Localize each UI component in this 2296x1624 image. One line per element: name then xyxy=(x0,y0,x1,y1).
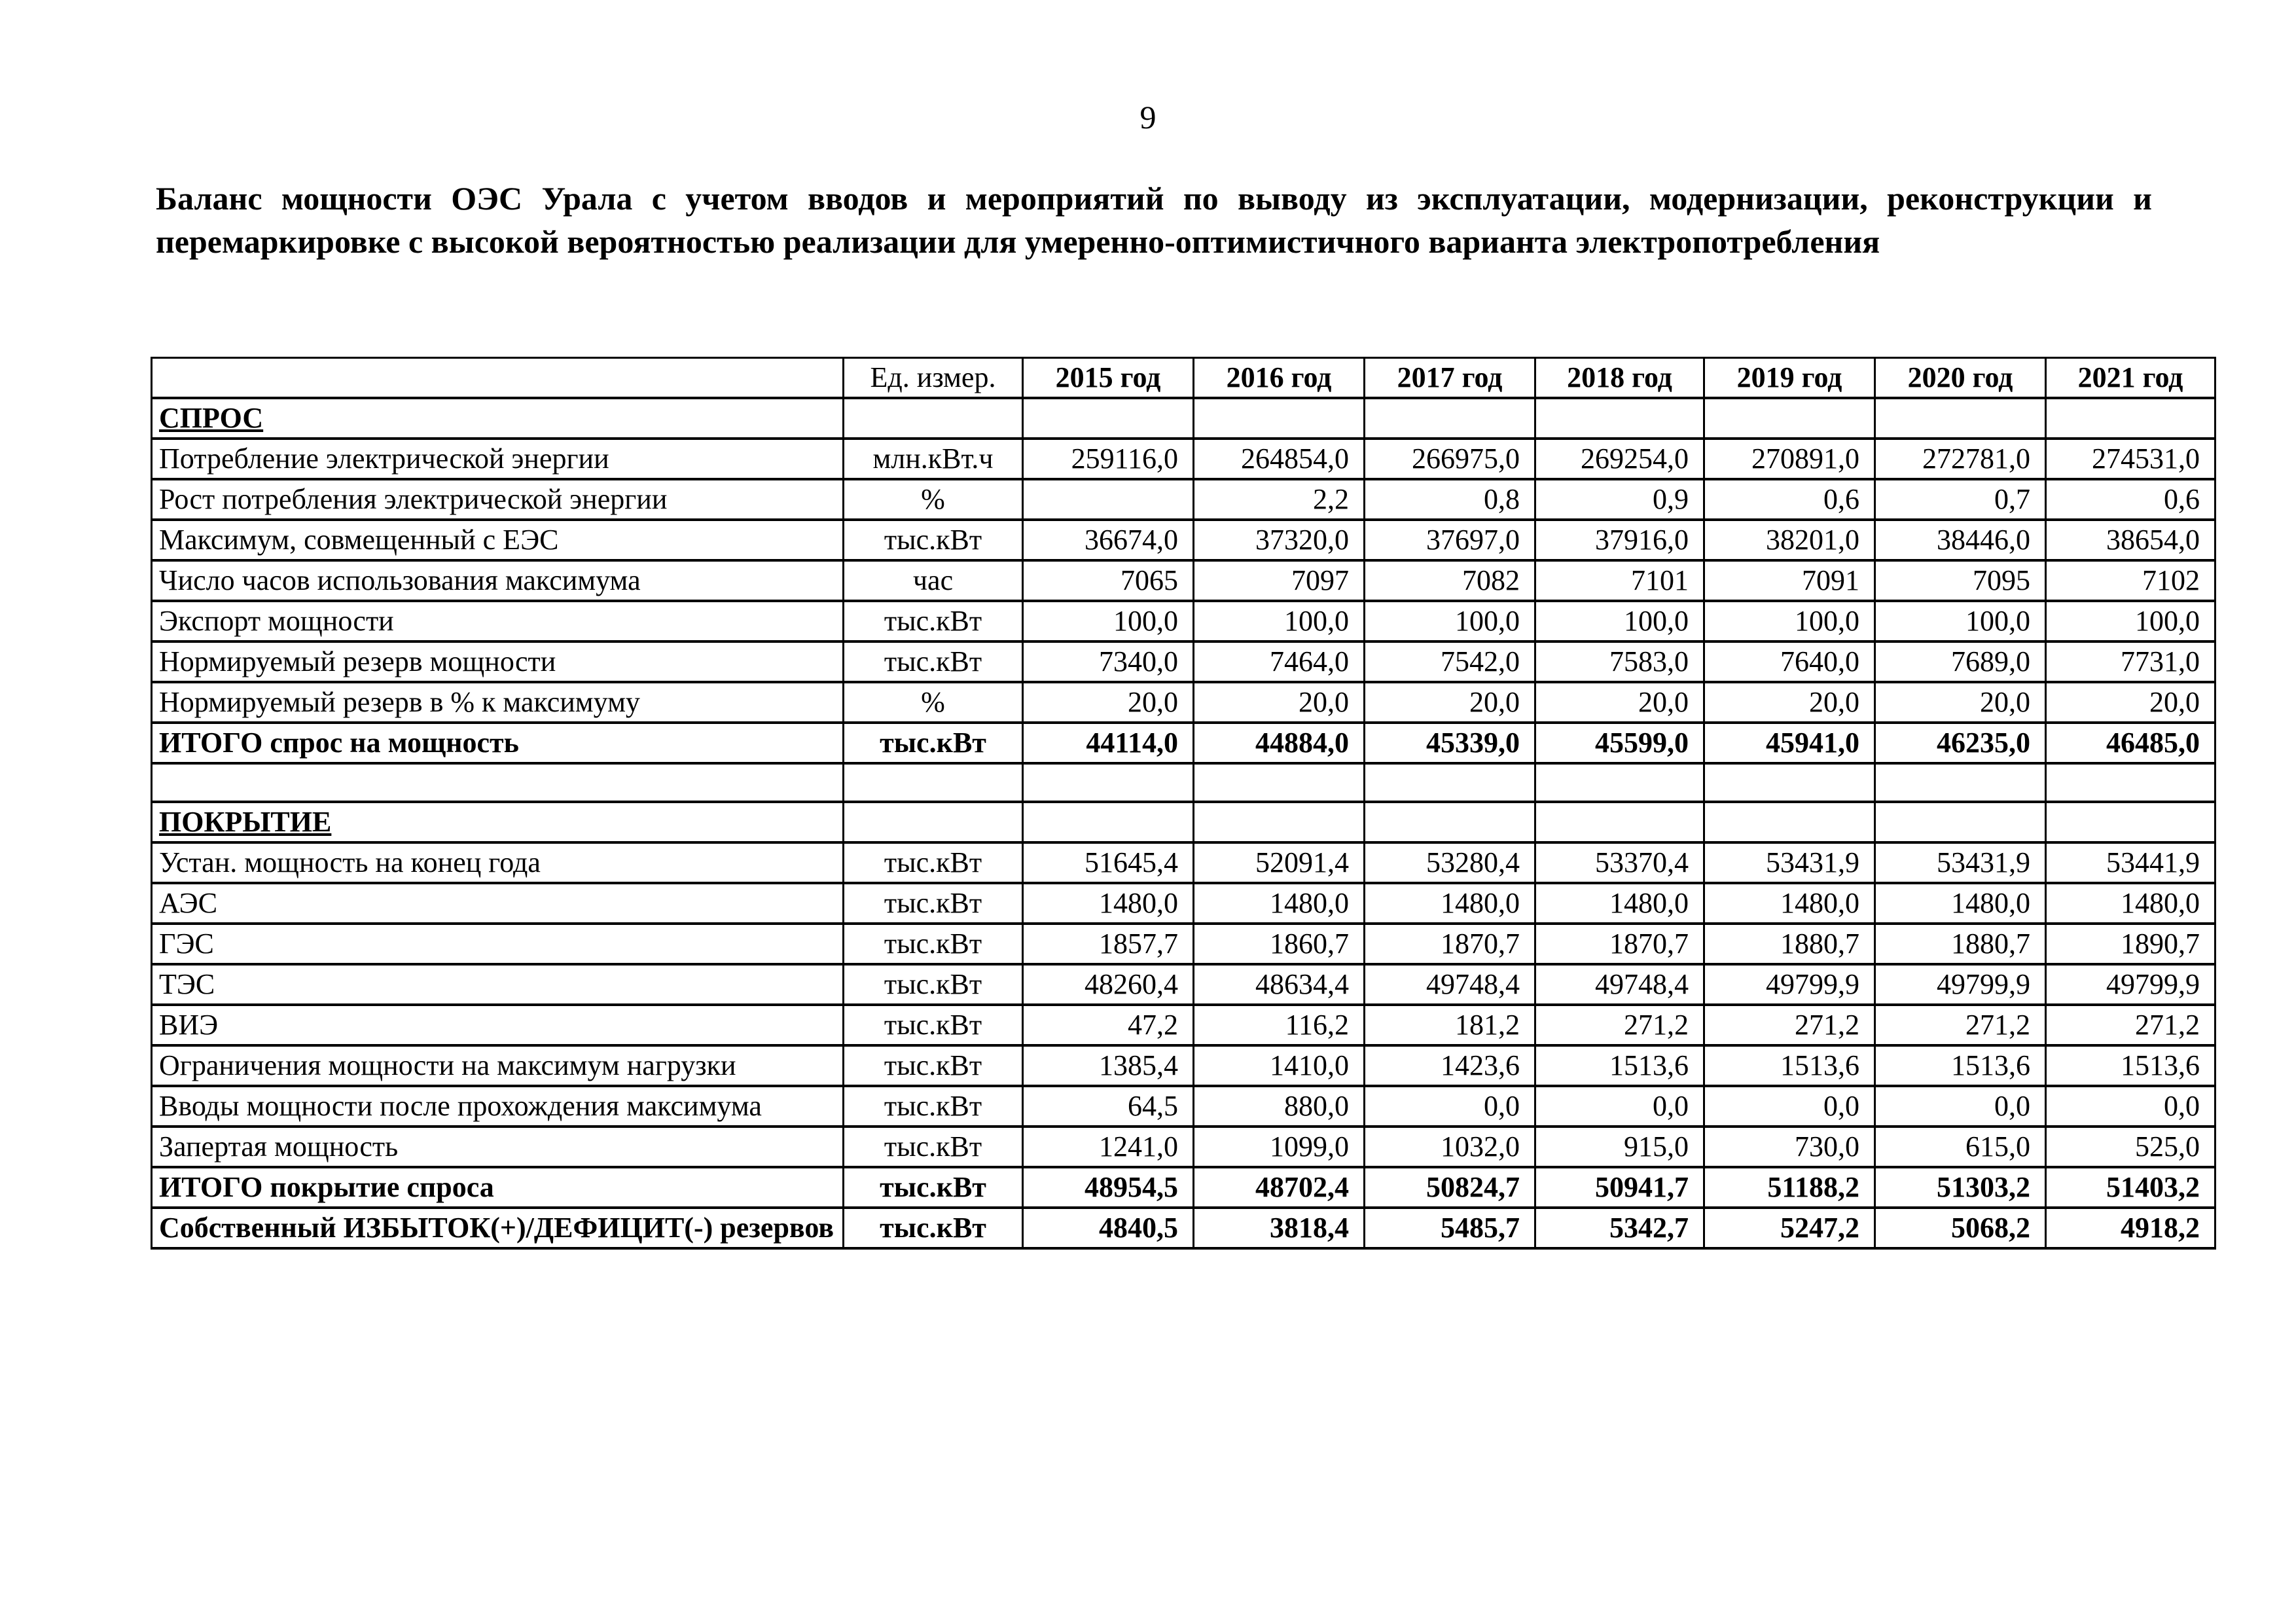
value-cell: 271,2 xyxy=(1704,1005,1875,1045)
empty-cell xyxy=(1023,763,1194,802)
value-cell: 51188,2 xyxy=(1704,1167,1875,1208)
value-cell: 3818,4 xyxy=(1194,1208,1365,1248)
table-row xyxy=(152,723,2215,763)
empty-cell xyxy=(1194,398,1365,439)
section-header-row xyxy=(152,802,2215,842)
table-row xyxy=(152,641,2215,682)
value-cell: 49799,9 xyxy=(2046,964,2215,1005)
value-cell: 1480,0 xyxy=(1365,883,1535,924)
value-cell: 7082 xyxy=(1365,560,1535,601)
value-cell: 525,0 xyxy=(2046,1127,2215,1167)
unit-cell: млн.кВт.ч xyxy=(844,439,1023,479)
value-cell: 4918,2 xyxy=(2046,1208,2215,1248)
value-cell: 44114,0 xyxy=(1023,723,1194,763)
page-number: 9 xyxy=(1139,99,1157,135)
empty-cell xyxy=(844,763,1023,802)
value-cell: 1870,7 xyxy=(1365,924,1535,964)
value-cell: 1513,6 xyxy=(1875,1045,2046,1086)
year-header: 2016 год xyxy=(1194,358,1365,399)
value-cell: 48260,4 xyxy=(1023,964,1194,1005)
value-cell: 7091 xyxy=(1704,560,1875,601)
year-header: 2018 год xyxy=(1535,358,1704,399)
row-label: ВИЭ xyxy=(152,1005,844,1045)
value-cell: 38654,0 xyxy=(2046,520,2215,560)
value-cell: 271,2 xyxy=(2046,1005,2215,1045)
unit-cell: тыс.кВт xyxy=(844,1127,1023,1167)
empty-cell xyxy=(1535,802,1704,842)
value-cell: 0,8 xyxy=(1365,479,1535,520)
table-row xyxy=(152,1208,2215,1248)
empty-cell xyxy=(2046,802,2215,842)
value-cell: 1857,7 xyxy=(1023,924,1194,964)
table-row xyxy=(152,883,2215,924)
value-cell: 1423,6 xyxy=(1365,1045,1535,1086)
unit-cell: тыс.кВт xyxy=(844,964,1023,1005)
value-cell: 1410,0 xyxy=(1194,1045,1365,1086)
unit-cell: тыс.кВт xyxy=(844,1208,1023,1248)
row-label: Нормируемый резерв в % к максимуму xyxy=(152,682,844,723)
row-label: Потребление электрической энергии xyxy=(152,439,844,479)
value-cell: 272781,0 xyxy=(1875,439,2046,479)
value-cell: 271,2 xyxy=(1875,1005,2046,1045)
unit-cell: тыс.кВт xyxy=(844,1167,1023,1208)
empty-cell xyxy=(1194,763,1365,802)
value-cell: 47,2 xyxy=(1023,1005,1194,1045)
value-cell: 38446,0 xyxy=(1875,520,2046,560)
row-label: Запертая мощность xyxy=(152,1127,844,1167)
value-cell: 100,0 xyxy=(1875,601,2046,641)
value-cell: 37697,0 xyxy=(1365,520,1535,560)
value-cell: 64,5 xyxy=(1023,1086,1194,1127)
unit-cell: тыс.кВт xyxy=(844,641,1023,682)
value-cell: 100,0 xyxy=(1535,601,1704,641)
empty-cell xyxy=(1365,802,1535,842)
row-label: Максимум, совмещенный с ЕЭС xyxy=(152,520,844,560)
value-cell: 7095 xyxy=(1875,560,2046,601)
value-cell: 880,0 xyxy=(1194,1086,1365,1127)
value-cell: 44884,0 xyxy=(1194,723,1365,763)
value-cell: 7542,0 xyxy=(1365,641,1535,682)
value-cell: 20,0 xyxy=(2046,682,2215,723)
value-cell: 1480,0 xyxy=(2046,883,2215,924)
value-cell: 53370,4 xyxy=(1535,842,1704,883)
row-label: Собственный ИЗБЫТОК(+)/ДЕФИЦИТ(-) резервов xyxy=(152,1208,844,1248)
empty-cell xyxy=(844,802,1023,842)
value-cell: 49748,4 xyxy=(1365,964,1535,1005)
section-label: СПРОС xyxy=(152,398,844,439)
row-label: ИТОГО спрос на мощность xyxy=(152,723,844,763)
power-balance-table xyxy=(151,357,2216,1250)
empty-cell xyxy=(2046,398,2215,439)
row-label: Экспорт мощности xyxy=(152,601,844,641)
value-cell: 1513,6 xyxy=(1704,1045,1875,1086)
value-cell: 7097 xyxy=(1194,560,1365,601)
value-cell: 100,0 xyxy=(1704,601,1875,641)
value-cell: 0,0 xyxy=(2046,1086,2215,1127)
value-cell: 36674,0 xyxy=(1023,520,1194,560)
value-cell: 50941,7 xyxy=(1535,1167,1704,1208)
value-cell: 20,0 xyxy=(1365,682,1535,723)
empty-cell xyxy=(1875,763,2046,802)
value-cell: 269254,0 xyxy=(1535,439,1704,479)
value-cell: 51303,2 xyxy=(1875,1167,2046,1208)
row-label: Вводы мощности после прохождения максимума xyxy=(152,1086,844,1127)
empty-cell xyxy=(1535,763,1704,802)
value-cell: 37320,0 xyxy=(1194,520,1365,560)
value-cell: 100,0 xyxy=(2046,601,2215,641)
table-row xyxy=(152,964,2215,1005)
value-cell: 5247,2 xyxy=(1704,1208,1875,1248)
table-row xyxy=(152,842,2215,883)
table-row xyxy=(152,1005,2215,1045)
value-cell: 1480,0 xyxy=(1535,883,1704,924)
value-cell: 20,0 xyxy=(1023,682,1194,723)
table-row xyxy=(152,924,2215,964)
value-cell: 259116,0 xyxy=(1023,439,1194,479)
value-cell: 100,0 xyxy=(1023,601,1194,641)
value-cell: 1880,7 xyxy=(1704,924,1875,964)
value-cell: 1032,0 xyxy=(1365,1127,1535,1167)
value-cell: 0,0 xyxy=(1365,1086,1535,1127)
value-cell: 51645,4 xyxy=(1023,842,1194,883)
row-label: Ограничения мощности на максимум нагрузки xyxy=(152,1045,844,1086)
value-cell: 7731,0 xyxy=(2046,641,2215,682)
row-label: ГЭС xyxy=(152,924,844,964)
value-cell: 48634,4 xyxy=(1194,964,1365,1005)
value-cell: 45941,0 xyxy=(1704,723,1875,763)
value-cell: 730,0 xyxy=(1704,1127,1875,1167)
value-cell: 0,7 xyxy=(1875,479,2046,520)
value-cell: 20,0 xyxy=(1194,682,1365,723)
document-title: Баланс мощности ОЭС Урала с учетом вводов и мероприятий по выводу из эксплуатации, модернизации, реконструкции и перемаркировке с высокой вероятностью реализации для умеренно-оптимистичного варианта электропотребления xyxy=(156,180,2152,260)
value-cell: 46235,0 xyxy=(1875,723,2046,763)
empty-cell xyxy=(2046,763,2215,802)
unit-cell: % xyxy=(844,479,1023,520)
table-row xyxy=(152,479,2215,520)
value-cell: 0,9 xyxy=(1535,479,1704,520)
value-cell: 5342,7 xyxy=(1535,1208,1704,1248)
value-cell: 0,6 xyxy=(2046,479,2215,520)
unit-cell: тыс.кВт xyxy=(844,601,1023,641)
value-cell: 45599,0 xyxy=(1535,723,1704,763)
value-cell: 48702,4 xyxy=(1194,1167,1365,1208)
year-header: 2015 год xyxy=(1023,358,1194,399)
value-cell: 1480,0 xyxy=(1194,883,1365,924)
value-cell: 7640,0 xyxy=(1704,641,1875,682)
value-cell: 4840,5 xyxy=(1023,1208,1194,1248)
empty-cell xyxy=(1535,398,1704,439)
unit-header: Ед. измер. xyxy=(844,358,1023,399)
value-cell: 1480,0 xyxy=(1875,883,2046,924)
table-row xyxy=(152,520,2215,560)
value-cell: 7101 xyxy=(1535,560,1704,601)
table-row xyxy=(152,1127,2215,1167)
value-cell: 2,2 xyxy=(1194,479,1365,520)
value-cell: 51403,2 xyxy=(2046,1167,2215,1208)
unit-cell: тыс.кВт xyxy=(844,723,1023,763)
table-row xyxy=(152,439,2215,479)
value-cell: 615,0 xyxy=(1875,1127,2046,1167)
value-cell: 37916,0 xyxy=(1535,520,1704,560)
value-cell: 49799,9 xyxy=(1875,964,2046,1005)
row-label: АЭС xyxy=(152,883,844,924)
value-cell: 53441,9 xyxy=(2046,842,2215,883)
value-cell: 181,2 xyxy=(1365,1005,1535,1045)
empty-row xyxy=(152,763,2215,802)
value-cell: 100,0 xyxy=(1365,601,1535,641)
value-cell: 0,0 xyxy=(1535,1086,1704,1127)
empty-cell xyxy=(1023,398,1194,439)
value-cell: 1870,7 xyxy=(1535,924,1704,964)
table-row xyxy=(152,1086,2215,1127)
value-cell: 38201,0 xyxy=(1704,520,1875,560)
empty-cell xyxy=(1365,398,1535,439)
value-cell: 270891,0 xyxy=(1704,439,1875,479)
value-cell: 49748,4 xyxy=(1535,964,1704,1005)
row-label: Число часов использования максимума xyxy=(152,560,844,601)
unit-cell: % xyxy=(844,682,1023,723)
value-cell: 49799,9 xyxy=(1704,964,1875,1005)
unit-cell: тыс.кВт xyxy=(844,883,1023,924)
table-row xyxy=(152,1167,2215,1208)
empty-cell xyxy=(1704,802,1875,842)
value-cell: 1480,0 xyxy=(1704,883,1875,924)
row-label: ТЭС xyxy=(152,964,844,1005)
value-cell: 52091,4 xyxy=(1194,842,1365,883)
unit-cell: тыс.кВт xyxy=(844,1086,1023,1127)
unit-cell: тыс.кВт xyxy=(844,520,1023,560)
section-header-row xyxy=(152,398,2215,439)
value-cell: 20,0 xyxy=(1535,682,1704,723)
empty-cell xyxy=(844,398,1023,439)
value-cell: 46485,0 xyxy=(2046,723,2215,763)
value-cell: 915,0 xyxy=(1535,1127,1704,1167)
value-cell xyxy=(1023,479,1194,520)
empty-cell xyxy=(1365,763,1535,802)
table-header-row xyxy=(152,358,2215,399)
value-cell: 7689,0 xyxy=(1875,641,2046,682)
row-label: Рост потребления электрической энергии xyxy=(152,479,844,520)
unit-cell: тыс.кВт xyxy=(844,1045,1023,1086)
table-row xyxy=(152,560,2215,601)
section-label: ПОКРЫТИЕ xyxy=(152,802,844,842)
value-cell: 48954,5 xyxy=(1023,1167,1194,1208)
value-cell: 1385,4 xyxy=(1023,1045,1194,1086)
value-cell: 1241,0 xyxy=(1023,1127,1194,1167)
value-cell: 264854,0 xyxy=(1194,439,1365,479)
value-cell: 7583,0 xyxy=(1535,641,1704,682)
value-cell: 45339,0 xyxy=(1365,723,1535,763)
value-cell: 1513,6 xyxy=(1535,1045,1704,1086)
value-cell: 0,6 xyxy=(1704,479,1875,520)
empty-cell xyxy=(1875,398,2046,439)
value-cell: 7464,0 xyxy=(1194,641,1365,682)
header-empty-cell xyxy=(152,358,844,399)
value-cell: 1480,0 xyxy=(1023,883,1194,924)
year-header: 2020 год xyxy=(1875,358,2046,399)
table-row xyxy=(152,682,2215,723)
value-cell: 7102 xyxy=(2046,560,2215,601)
value-cell: 50824,7 xyxy=(1365,1167,1535,1208)
empty-cell xyxy=(152,763,844,802)
empty-cell xyxy=(1704,398,1875,439)
value-cell: 271,2 xyxy=(1535,1005,1704,1045)
empty-cell xyxy=(1023,802,1194,842)
value-cell: 1860,7 xyxy=(1194,924,1365,964)
value-cell: 20,0 xyxy=(1704,682,1875,723)
value-cell: 0,0 xyxy=(1704,1086,1875,1127)
value-cell: 100,0 xyxy=(1194,601,1365,641)
row-label: ИТОГО покрытие спроса xyxy=(152,1167,844,1208)
value-cell: 53431,9 xyxy=(1875,842,2046,883)
value-cell: 0,0 xyxy=(1875,1086,2046,1127)
row-label: Нормируемый резерв мощности xyxy=(152,641,844,682)
value-cell: 53280,4 xyxy=(1365,842,1535,883)
value-cell: 266975,0 xyxy=(1365,439,1535,479)
value-cell: 1890,7 xyxy=(2046,924,2215,964)
table-row xyxy=(152,1045,2215,1086)
table-row xyxy=(152,601,2215,641)
value-cell: 53431,9 xyxy=(1704,842,1875,883)
empty-cell xyxy=(1704,763,1875,802)
value-cell: 20,0 xyxy=(1875,682,2046,723)
value-cell: 116,2 xyxy=(1194,1005,1365,1045)
value-cell: 7340,0 xyxy=(1023,641,1194,682)
empty-cell xyxy=(1875,802,2046,842)
empty-cell xyxy=(1194,802,1365,842)
value-cell: 1880,7 xyxy=(1875,924,2046,964)
value-cell: 5068,2 xyxy=(1875,1208,2046,1248)
unit-cell: тыс.кВт xyxy=(844,842,1023,883)
value-cell: 7065 xyxy=(1023,560,1194,601)
unit-cell: час xyxy=(844,560,1023,601)
value-cell: 274531,0 xyxy=(2046,439,2215,479)
unit-cell: тыс.кВт xyxy=(844,1005,1023,1045)
unit-cell: тыс.кВт xyxy=(844,924,1023,964)
value-cell: 5485,7 xyxy=(1365,1208,1535,1248)
value-cell: 1099,0 xyxy=(1194,1127,1365,1167)
year-header: 2019 год xyxy=(1704,358,1875,399)
year-header: 2017 год xyxy=(1365,358,1535,399)
row-label: Устан. мощность на конец года xyxy=(152,842,844,883)
year-header: 2021 год xyxy=(2046,358,2215,399)
value-cell: 1513,6 xyxy=(2046,1045,2215,1086)
